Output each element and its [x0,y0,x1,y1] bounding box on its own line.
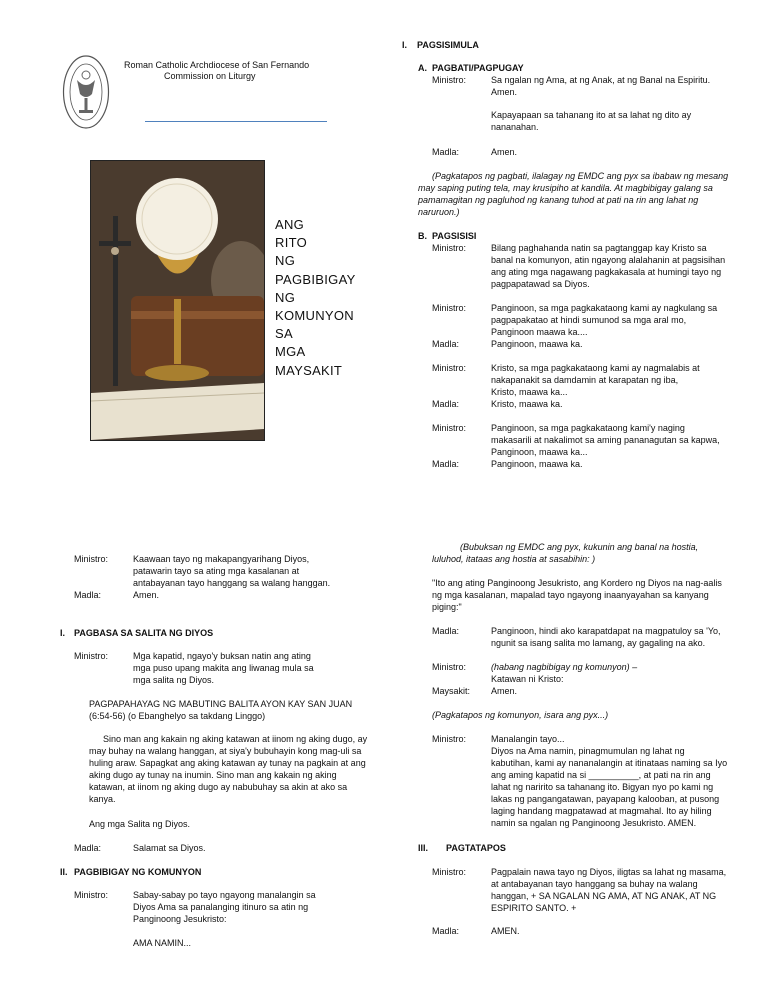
word-of-god-text: Ang mga Salita ng Diyos. [89,819,191,829]
text-line: Diyos na Ama namin, pinagmumulan ng lahat ng [491,746,685,756]
text-line: may saping puting tela, may krusipiho at kandila. At magbibigay galang sa [418,183,713,193]
text-line: Sabay-sabay po tayo ngayong manalangin sa [133,890,316,900]
text-line: Panginoong Jesukristo: [133,914,227,924]
text-line: Panginoon maawa ka.... [491,327,588,337]
liturgy-text [133,889,316,925]
chalice-host-photo [90,160,265,441]
gospel-heading [89,698,352,722]
text-line: Diyos Ama sa panalanging itinuro sa atin ng [133,902,309,912]
text-line: patawarin tayo sa ating mga kasalanan at [133,566,300,576]
archdiocese-seal-logo [62,54,110,130]
section-number: II. [60,867,68,877]
text-line: ang aming kapatid na si __________, at pati na rin ang [491,770,711,780]
text-line: ng mga kasalanan, mapalad tayo ngayong inaanyayahan sa kanyang [432,590,709,600]
speaker-label: Madla: [432,459,460,469]
subsection-title: PAGSISISI [432,231,477,241]
rubric-inline: (habang nagbibigay ng komunyon) – [491,662,638,672]
speaker-label: Ministro: [432,423,467,433]
text-line: huling araw. Sapagkat ang aking katawan ay tunay na pagkain at ang [89,758,366,768]
text-line: Panginoon, sa mga pagkakataong kami'y naging [491,423,685,433]
section-title: PAGBIBIGAY NG KOMUNYON [74,867,202,877]
speaker-label: Maysakit: [432,686,471,696]
text-line: Mga kapatid, ngayo'y buksan natin ang ating [133,651,311,661]
text-line: Kaawaan tayo ng makapangyarihang Diyos, [133,554,310,564]
text-line: makasarili at nakalimot sa aming pananagutan sa kapwa, [491,435,720,445]
cover-title [275,216,356,380]
text-line: nananahan. [491,122,539,132]
cover-title-line: KOMUNYON [275,308,354,324]
response-text: Amen. [491,686,518,696]
liturgy-text [491,302,717,338]
text-line: PAGPAPAHAYAG NG MABUTING BALITA AYON KAY SAN JUAN [89,699,353,709]
text-line: ang ating mga nagawang pagkakasala at humingi tayo ng [491,267,722,277]
text-line: (Pagkatapos ng pagbati, ilalagay ng EMDC ang pyx sa ibabaw ng mesang [432,171,729,181]
text-line: (6:54-56) (o Ebanghelyo sa takdang Linggo) [89,711,266,721]
text-line: nakapanakit sa damdamin at karapatan ng iba, [491,375,679,385]
speaker-label: Ministro: [432,662,467,672]
text-line: Kristo, sa mga pagkakataong kami ay nagmalabis at [491,363,700,373]
rubric-text: (Pagkatapos ng komunyon, isara ang pyx...) [432,710,609,720]
cover-title-line: MAYSAKIT [275,362,343,378]
speaker-label: Ministro: [74,651,109,661]
text-line: lahat ng naririto sa tahanang ito. Bigyan nyo po kami ng [491,782,714,792]
liturgy-text [491,74,710,98]
text-line: banal na komunyon, atin ngayong alalahanin at pagsisihan [491,255,726,265]
text-line: "Ito ang ating Panginoong Jesukristo, ang Kordero ng Diyos na nag-aalis [432,578,722,588]
text-line: Amen. [491,87,518,97]
response-text: Salamat sa Diyos. [133,843,206,853]
text-line: Panginoon, maawa ka... [491,447,588,457]
text-line: ngunit sa isang salita mo lamang, ay gagaling na ako. [491,638,706,648]
text-line: kanya. [89,794,116,804]
text-line: at antabayanan tayo hanggang sa buhay na walang [491,879,698,889]
text-line: mga puso upang makita ang liwanag mula sa [133,663,314,673]
cover-title-line: ANG [275,217,305,232]
response-text: AMEN. [491,926,520,936]
speaker-label: Madla: [432,626,460,636]
liturgy-text [133,650,314,686]
response-text: Panginoon, maawa ka. [491,459,583,469]
text-line: pamamagitan ng pagluhod ng kanang tuhod at pati na rin ang lahat ng [418,195,699,205]
cover-title-line: PAGBIBIGAY [275,271,356,287]
text-line: pagpapakatao at hindi sumunod sa mga aral mo, [491,315,687,325]
prayer-text [491,733,727,829]
speaker-label: Madla: [74,590,102,600]
response-text: Amen. [491,147,518,157]
speaker-label: Ministro: [74,554,109,564]
text-line: kabutihan, kami ay nananalangin at itinataas naming sa Iyo [491,758,728,768]
text-line: (Bubuksan ng EMDC ang pyx, kukunin ang banal na hostia, [460,542,699,552]
text-line: naruruon.) [418,207,460,217]
response-text: Panginoon, maawa ka. [491,339,583,349]
speaker-label: Madla: [432,399,460,409]
blessing-text [491,866,726,914]
rubric-text [432,541,698,565]
text-line: aking dugo ay tunay na inumin. Sino man ang kakain ng aking [89,770,337,780]
text-line: Bilang paghahanda natin sa pagtanggap kay Kristo sa [491,243,707,253]
text-line: namin sa ngalan ng Panginoong Jesukristo. AMEN. [491,818,697,828]
text-line: piging:" [432,602,462,612]
quote-text [432,577,722,613]
header-rule [145,121,327,122]
subsection-label: B. [418,231,427,241]
text-line: hanggan, + SA NGALAN NG AMA, AT NG ANAK, AT NG [491,891,717,901]
text-line: Kristo, maawa ka... [491,387,568,397]
speaker-label: Madla: [74,843,102,853]
liturgy-text: Katawan ni Kristo: [491,674,564,684]
liturgy-text [491,109,691,133]
text-line: Manalangin tayo... [491,734,565,744]
text-line: Sino man ang kakain ng aking katawan at iinom ng aking dugo, ay [103,734,368,744]
speaker-label: Ministro: [74,890,109,900]
response-text: Kristo, maawa ka. [491,399,563,409]
liturgy-text [491,625,721,649]
text-line: laging handang magpatawad at magmahal. Ito ay hiling [491,806,712,816]
org-name: Roman Catholic Archdiocese of San Fernando [124,60,310,70]
org-commission: Commission on Liturgy [164,71,256,81]
section-number: I. [60,628,66,638]
speaker-label: Ministro: [432,303,467,313]
section-number: I. [402,40,408,50]
liturgy-text [491,362,700,398]
section-title: PAGBASA SA SALITA NG DIYOS [74,628,214,638]
subsection-title: PAGBATI/PAGPUGAY [432,63,524,73]
section-number: III. [418,843,429,853]
text-line: Kapayapaan sa tahanang ito at sa lahat ng dito ay [491,110,692,120]
text-line: luluhod, itataas ang hostia at sasabihin: ) [432,554,596,564]
text-line: Panginoon, hindi ako karapatdapat na magpatuloy sa 'Yo, [491,626,721,636]
gospel-text [89,733,389,805]
text-line: Sa ngalan ng Ama, at ng Anak, at ng Banal na Espiritu. [491,75,711,85]
liturgy-text [491,242,725,290]
cover-title-line: NG [275,289,296,305]
text-line: katawan, at iinom ng aking dugo ay nabubuhay sa akin at ako sa [89,782,348,792]
speaker-label: Madla: [432,147,460,157]
chalice-illustration [91,161,264,440]
text-line: Panginoon, sa mga pagkakataong kami ay nagkulang sa [491,303,718,313]
cover-title-line: MGA [275,344,306,360]
cover-title-line: RITO [275,235,308,251]
response-text: Amen. [133,590,160,600]
speaker-label: Ministro: [432,867,467,877]
speaker-label: Ministro: [432,734,467,744]
text-line: may buhay na walang hanggan, at siya'y bubuhayin kong mag-uli sa [89,746,362,756]
subsection-label: A. [418,63,427,73]
speaker-label: Ministro: [432,243,467,253]
prayer-end-text: AMA NAMIN... [133,938,192,948]
speaker-label: Madla: [432,926,460,936]
cover-title-line: NG [275,253,296,269]
speaker-label: Madla: [432,339,460,349]
text-line: mga salita ng Diyos. [133,675,215,685]
section-title: PAGSISIMULA [417,40,479,50]
cover-title-line: SA [275,326,293,342]
section-title: PAGTATAPOS [446,843,506,853]
liturgy-text [133,553,330,589]
liturgy-text [491,422,720,458]
text-line: antabayanan tayo hanggang sa walang hanggan. [133,578,331,588]
text-line: ESPIRITO SANTO. + [491,903,577,913]
text-line: pagpapatawad sa Diyos. [491,279,590,289]
speaker-label: Ministro: [432,363,467,373]
rubric-text [418,170,736,218]
speaker-label: Ministro: [432,75,467,85]
text-line: lakas ng pangangatawan, payapang kalooban, at pusong [491,794,720,804]
text-line: Pagpalain nawa tayo ng Diyos, iligtas sa lahat ng masama, [491,867,727,877]
